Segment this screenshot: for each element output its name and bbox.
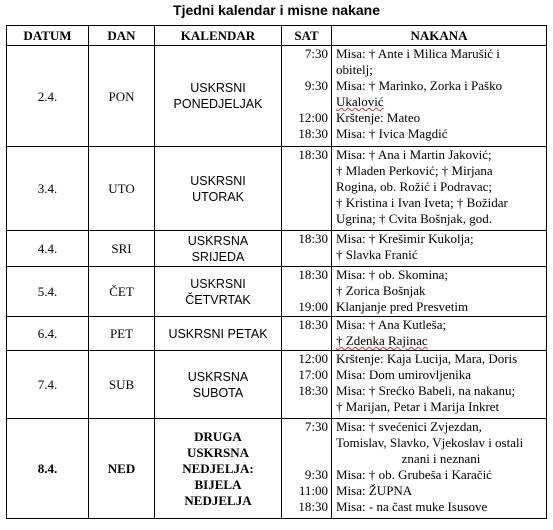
date-cell: 4.4.: [7, 231, 89, 267]
time-line: [282, 435, 328, 451]
time-cell: [282, 231, 332, 267]
intention-line: Misa: † Krešimir Kukolja;: [336, 231, 474, 246]
header-row: [7, 26, 547, 46]
intention-line: † Zdenka Rajinac: [336, 333, 428, 348]
calendar-line: NEDJELJA: [184, 492, 252, 508]
intention-line: znani i neznani: [401, 451, 481, 466]
header-time: SAT: [282, 26, 332, 46]
time-line: [282, 62, 328, 78]
page-title: Tjedni kalendar i misne nakane: [173, 2, 380, 18]
intention-cell: [332, 147, 547, 231]
intention-line: Ukalović: [336, 94, 384, 109]
day-cell: SRI: [89, 231, 155, 267]
intention-line: † Mladen Perković; † Mirjana: [336, 163, 493, 178]
intention-line: Rogina, ob. Rožić i Podravac;: [336, 179, 492, 194]
date-cell: 7.4.: [7, 351, 89, 419]
intention-line: Misa: † ob. Grubeša i Karačić: [336, 467, 492, 482]
calendar-line: USKRSNI: [190, 81, 246, 95]
calendar-cell: [155, 317, 282, 351]
intention-line: Ugrina; † Cvita Bošnjak, god.: [336, 211, 492, 226]
calendar-line: BIJELA: [194, 476, 242, 492]
time-line: 9:30: [304, 78, 328, 93]
time-line: 18:30: [298, 267, 328, 282]
intention-line: Misa: † Marinko, Zorka i Paško: [336, 78, 503, 93]
intention-line: Misa: Dom umirovljenika: [336, 367, 472, 382]
time-cell: [282, 419, 332, 519]
header-date: DATUM: [7, 26, 89, 46]
intention-cell: [332, 231, 547, 267]
day-cell: UTO: [89, 147, 155, 231]
day-cell: PET: [89, 317, 155, 351]
intention-line: Misa: ŽUPNA: [336, 483, 413, 498]
calendar-line: UTORAK: [192, 189, 244, 204]
intention-cell: [332, 419, 547, 519]
calendar-cell: [155, 419, 282, 519]
time-line: 18:30: [298, 383, 328, 398]
time-cell: [282, 46, 332, 147]
time-line: [282, 283, 328, 299]
calendar-line: USKRSNA: [187, 369, 249, 384]
date-cell: 2.4.: [7, 46, 89, 147]
intention-line: † Marijan, Petar i Marija Inkret: [336, 399, 500, 414]
intention-line: Misa: † ob. Skomina;: [336, 267, 448, 282]
intention-line: † Zorica Bošnjak: [336, 283, 426, 298]
calendar-line: USKRSNA: [187, 233, 249, 248]
intention-line: Misa: † Srećko Babeli, na nakanu;: [336, 383, 516, 398]
calendar-line: USKRSNI PETAK: [168, 326, 268, 341]
intention-line: Krštenje: Kaja Lucija, Mara, Doris: [336, 351, 518, 366]
table-row: [7, 231, 547, 267]
intention-line: obitelj;: [336, 62, 373, 77]
calendar-line: SUBOTA: [192, 385, 244, 400]
time-cell: [282, 351, 332, 419]
calendar-line: PONEDJELJAK: [173, 97, 263, 111]
date-cell: 3.4.: [7, 147, 89, 231]
calendar-cell: [155, 147, 282, 231]
date-cell: 5.4.: [7, 267, 89, 317]
date-cell: 6.4.: [7, 317, 89, 351]
time-line: 9:30: [304, 467, 328, 482]
calendar-line: ČETVRTAK: [185, 292, 251, 307]
calendar-line: DRUGA: [194, 428, 242, 444]
time-cell: [282, 267, 332, 317]
table-row: [7, 351, 547, 419]
day-cell: PON: [89, 46, 155, 147]
table-row: [7, 419, 547, 519]
calendar-line: NEDJELJA:: [182, 460, 254, 476]
intention-line: Misa: † Ana i Martin Jaković;: [336, 147, 492, 162]
time-line: 7:30: [304, 419, 328, 434]
day-cell: ČET: [89, 267, 155, 317]
header-day: DAN: [89, 26, 155, 46]
intention-line: Misa: † svećenici Zvjezdan,: [336, 419, 482, 434]
time-line: 12:00: [298, 110, 328, 125]
time-line: 12:00: [298, 351, 328, 366]
intention-cell: [332, 317, 547, 351]
table-row: [7, 46, 547, 147]
calendar-cell: [155, 351, 282, 419]
time-line: 18:30: [298, 126, 328, 141]
calendar-cell: [155, 267, 282, 317]
calendar-table: [6, 25, 547, 519]
time-line: [282, 94, 328, 110]
time-line: 18:30: [298, 317, 328, 332]
table-row: [7, 147, 547, 231]
calendar-line: USKRSNI: [190, 173, 246, 188]
time-cell: [282, 317, 332, 351]
time-cell: [282, 147, 332, 231]
day-cell: SUB: [89, 351, 155, 419]
calendar-line: SRIJEDA: [191, 249, 245, 264]
intention-line: Misa: † Ante i Milica Marušić i: [336, 46, 500, 61]
intention-line: Misa: † Ana Kutleša;: [336, 317, 447, 332]
time-line: 18:30: [298, 231, 328, 246]
calendar-line: USKRSNA: [186, 444, 250, 460]
time-line: 18:30: [298, 147, 328, 162]
calendar-line: USKRSNI: [190, 276, 246, 291]
intention-line: Misa: - na čast muke Isusove: [336, 499, 488, 514]
intention-cell: [332, 351, 547, 419]
date-cell: 8.4.: [7, 419, 89, 519]
time-line: 19:00: [298, 299, 328, 314]
intention-line: † Kristina i Ivan Iveta; † Božidar: [336, 195, 508, 210]
time-line: 7:30: [304, 46, 328, 61]
table-row: [7, 267, 547, 317]
calendar-cell: [155, 46, 282, 147]
time-line: 18:30: [298, 499, 328, 514]
day-cell: NED: [89, 419, 155, 519]
intention-line: Tomislav, Slavko, Vjekoslav i ostali: [336, 435, 524, 450]
header-intention: NAKANA: [332, 26, 547, 46]
table-row: [7, 317, 547, 351]
intention-cell: [332, 267, 547, 317]
time-line: 17:00: [298, 367, 328, 382]
time-line: [282, 451, 328, 467]
intention-line: Krštenje: Mateo: [336, 110, 421, 125]
calendar-cell: [155, 231, 282, 267]
intention-line: † Slavka Franić: [336, 247, 418, 262]
header-calendar: KALENDAR: [155, 26, 282, 46]
time-line: 11:00: [298, 483, 328, 498]
intention-line: Klanjanje pred Presvetim: [336, 299, 469, 314]
intention-cell: [332, 46, 547, 147]
intention-line: Misa: † Ivica Magdić: [336, 126, 448, 141]
